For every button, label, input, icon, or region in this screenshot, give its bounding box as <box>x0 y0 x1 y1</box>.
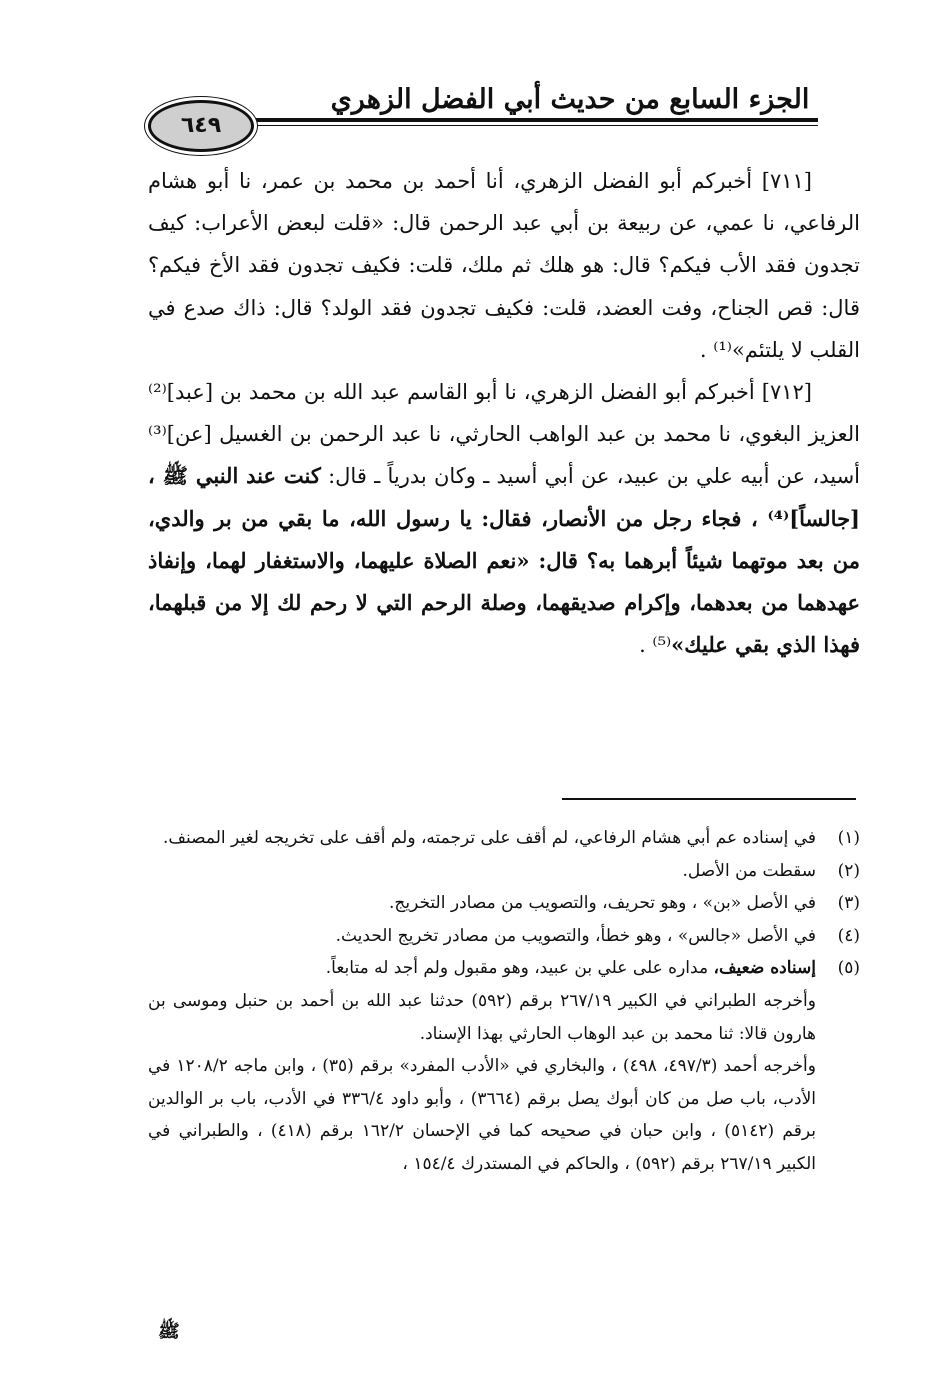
footnote-separator <box>562 798 856 800</box>
footnote-number: (٢) <box>837 860 860 881</box>
hadith-712 <box>148 371 860 666</box>
footnote-text: في الأصل «جالس» ، وهو خطأ، والتصويب من مصادر تخريج الحديث. <box>335 925 816 946</box>
footnote-5 <box>148 952 860 985</box>
corner-mark: ﷺ <box>158 1321 180 1342</box>
footnote-4 <box>148 920 860 953</box>
header-rule-thin <box>238 125 818 126</box>
footnote-bold-lead: إسناده ضعيف، <box>713 958 816 979</box>
footnote-text <box>148 952 816 985</box>
page-number: ٦٤٩ <box>180 113 222 138</box>
footnote-text: سقطت من الأصل. <box>682 860 816 881</box>
footnote-5-continuation-2: وأخرجه أحمد (٤٩٧/٣، ٤٩٨) ، والبخاري في «الأدب المفرد» برقم (٣٥) ، وابن ماجه ١٢٠٨/٢ في الأدب، باب صل من كان أبوك يصل برقم (٣٦٦٤) ، وأبو داود ٣٣٦/٤ في الأدب، باب بر الوالدين برقم (٥١٤٢) ، وابن حبان في صحيحه كما في الإحسان ١٦٢/٢ برقم (٤١٨) ، والطبراني في الكبير ٢٦٧/١٩ برقم (٥٩٢) ، والحاكم في المستدرك ١٥٤/٤ ، <box>148 1056 816 1174</box>
running-header-title: الجزء السابع من حديث أبي الفضل الزهري <box>330 84 810 115</box>
footnotes <box>148 822 860 1181</box>
footnote-number: (٤) <box>837 925 860 946</box>
main-text <box>148 160 860 666</box>
footnote-3 <box>148 887 860 920</box>
footnote-number: (٣) <box>837 893 860 914</box>
footnote-2 <box>148 855 860 888</box>
footnote-text: في الأصل «بن» ، وهو تحريف، والتصويب من مصادر التخريج. <box>388 893 816 914</box>
hadith-712-matn: كنت عند النبي ﷺ ، [جالساً]⁽⁴⁾ ، فجاء رجل من الأنصار، فقال: يا رسول الله، ما بقي من بر والدي، من بعد موتهما شيئاً أبرهما به؟ قال: «نعم الصلاة عليهما، والاستغفار لهما، وإنفاذ عهدهما من بعدهما، وإكرام صديقهما، وصلة الرحم التي لا رحم لك إلا من قبلهما، فهذا الذي بقي عليك» <box>148 463 860 658</box>
footnote-5-continuation-1: وأخرجه الطبراني في الكبير ٢٦٧/١٩ برقم (٥٩٢) حدثنا عبد الله بن أحمد بن حنبل وموسى بن هارون قالا: ثنا محمد بن عبد الوهاب الحارثي بهذا الإسناد. <box>148 990 816 1044</box>
footnote-text: في إسناده عم أبي هشام الرفاعي، لم أقف على ترجمته، ولم أقف على تخريجه لغير المصنف. <box>163 828 816 848</box>
footnote-text-rest: مداره على علي بن عبيد، وهو مقبول ولم أجد له متابعاً. <box>325 958 714 979</box>
footnote-number: (١) <box>837 828 860 848</box>
page-number-badge <box>148 100 254 152</box>
footnote-number: (٥) <box>837 958 860 979</box>
hadith-712-end: ⁽⁵⁾ . <box>639 633 672 658</box>
hadith-711: [٧١١] أخبركم أبو الفضل الزهري، أنا أحمد بن محمد بن عمر، نا أبو هشام الرفاعي، نا عمي، عن ربيعة بن أبي عبد الرحمن قال: «قلت لبعض الأعراب: كيف تجدون فقد الأب فيكم؟ قال: هو هلك ثم ملك، قلت: فكيف تجدون فقد الأخ فيكم؟ قال: قص الجناح، وفت العضد، قلت: فكيف تجدون فقد الولد؟ قال: ذاك صدع في القلب لا يلتئم»⁽¹⁾ . <box>148 169 860 362</box>
header-rule <box>238 118 818 122</box>
footnote-1 <box>148 822 860 855</box>
hadith-712-isnad: [٧١٢] أخبركم أبو الفضل الزهري، نا أبو القاسم عبد الله بن محمد بن [عبد]⁽²⁾ العزيز البغوي، نا محمد بن عبد الواهب الحارثي، نا عبد الرحمن بن الغسيل [عن]⁽³⁾ أسيد، عن أبيه علي بن عبيد، عن أبي أسيد ـ وكان بدرياً ـ قال: <box>148 380 860 489</box>
